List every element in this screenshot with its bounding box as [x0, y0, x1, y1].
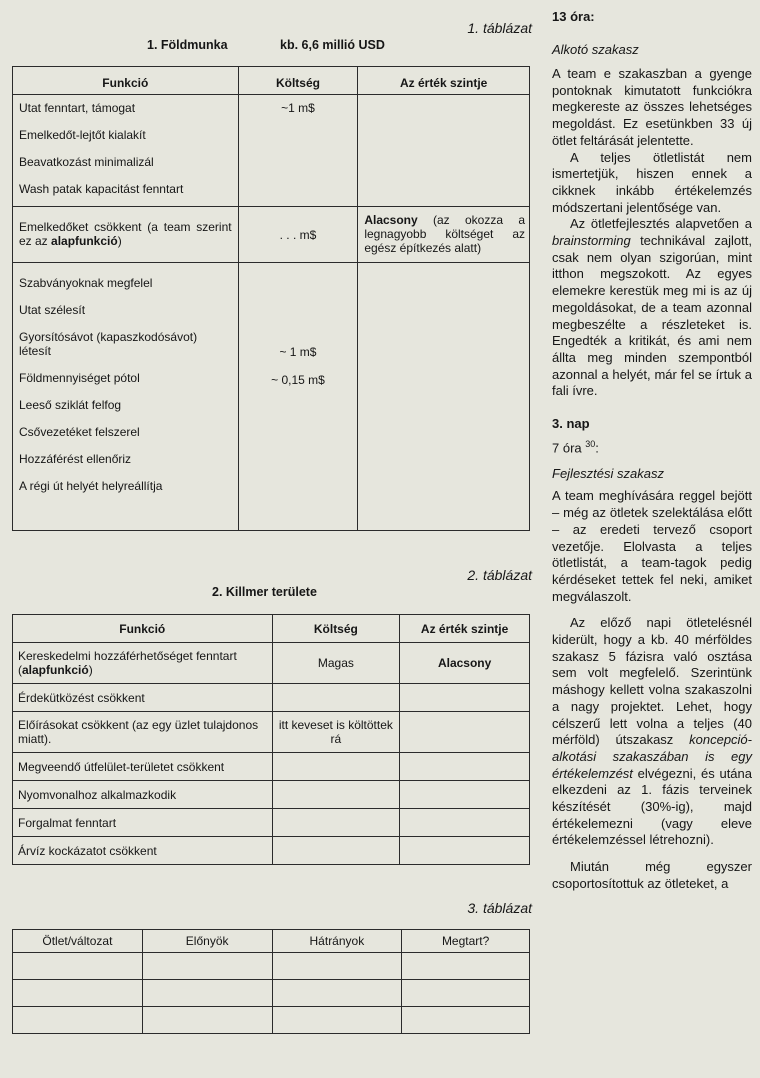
table-1-title-cost: kb. 6,6 millió USD	[280, 38, 385, 52]
time-7-30: 7 óra $^{30}$:	[552, 439, 599, 456]
t1-header-func: Funkció	[13, 67, 239, 95]
para-1: A team e szakaszban a gyenge pontoknak kimutatott funkciókra megkereste az összes lehetséges megoldást. Ez esetünkben 33 új ötlet feltárását jelentette.	[552, 66, 752, 148]
t1-g3-item: Hozzáférést ellenőriz	[19, 452, 132, 466]
t2-row3-cost: itt keveset is költöttek rá	[272, 712, 400, 753]
t2-row1-func: Kereskedelmi hozzáférhetőséget fenntart (alapfunkció)	[13, 643, 273, 684]
t2-header-level: Az érték szintje	[400, 615, 530, 643]
t1-g3-item: Utat szélesít	[19, 303, 86, 317]
table-1	[12, 66, 530, 531]
time-13: 13 óra:	[552, 9, 595, 24]
t3-empty-row	[13, 980, 530, 1007]
t1-g3-item: Földmennyiséget pótol	[19, 371, 140, 385]
t2-row1-level: Alacsony	[400, 643, 530, 684]
t2-row2-func: Érdekütközést csökkent	[13, 684, 273, 712]
t2-header-func: Funkció	[13, 615, 273, 643]
t3-header-cons: Hátrányok	[272, 930, 402, 953]
t1-g1-item: Wash patak kapacitást fenntart	[19, 182, 184, 196]
table-2-title: 2. Killmer területe	[212, 585, 317, 599]
para-5: Az előző napi ötletelésnél kiderült, hogy a kb. 40 mérföldes szakasz 5 fázisra való osztása sem volt megfelelő. Szerintünk máshogy kellett volna szakaszolni a nagy projektet. Lehet, hogy célszerű lett volna a teljes (40 mérföld) útszakasz koncepció-alkotási szakaszában is egy értékelemzést elvégezni, és utána elkezdeni az 1. fázis terveinek készítését (30%-ig), majd értékelemezni (vagy eleve értékelemzéssel létrehozni).	[552, 615, 752, 848]
t2-header-cost: Költség	[272, 615, 400, 643]
t2-row7-func: Árvíz kockázatot csökkent	[13, 837, 273, 865]
t2-row6-func: Forgalmat fenntart	[13, 809, 273, 837]
t3-header-pros: Előnyök	[142, 930, 272, 953]
t1-g1-item: Beavatkozást minimalizál	[19, 155, 154, 169]
t1-g2-cost: . . . m$	[279, 227, 317, 242]
t1-g3-cost-a: ~ 1 m$	[279, 345, 317, 359]
t1-g3-cost-b: ~ 0,15 m$	[271, 373, 325, 387]
t2-row3-func: Előírásokat csökkent (az egy üzlet tulajdonos miatt).	[13, 712, 273, 753]
table-2-number: 2. táblázat	[467, 567, 532, 583]
t3-header-idea: Ötlet/változat	[13, 930, 143, 953]
t2-row5-func: Nyomvonalhoz alkalmazkodik	[13, 781, 273, 809]
day-3: 3. nap	[552, 416, 590, 432]
t2-row4-func: Megveendő útfelület-területet csökkent	[13, 753, 273, 781]
para-6: Miután még egyszer csoportosítottuk az ötleteket, a	[552, 859, 752, 891]
t1-g1-cost: ~1 m$	[281, 101, 315, 115]
t1-g1-item: Utat fenntart, támogat	[19, 101, 136, 115]
t1-g3-item: Csővezetéket felszerel	[19, 425, 140, 439]
table-3	[12, 929, 530, 1034]
table-1-number: 1. táblázat	[467, 20, 532, 36]
para-3: Az ötletfejlesztés alapvetően a brainstorming technikával zajlott, csak nem olyan szigorúan, mint itthon megszokott. Az egyes elemekre kerestük meg mi is az új megoldásokat, de a team azonnal megbeszélte a részleteket is. Engedték a kritikát, és ami nem állta meg minden szempontból azonnal a helyét, már fel se írtuk a fali ívre.	[552, 216, 752, 399]
t1-g2-func: Emelkedőket csökkent (a team szerint ez az alapfunkció)	[13, 207, 239, 263]
t1-g1-item: Emelkedőt-lejtőt kialakít	[19, 128, 146, 142]
t3-header-keep: Megtart?	[402, 930, 530, 953]
t1-header-cost: Költség	[238, 67, 358, 95]
t2-row1-cost: Magas	[272, 643, 400, 684]
phase-creative: Alkotó szakasz	[552, 42, 639, 57]
t1-g3-item: A régi út helyét helyreállítja	[19, 479, 163, 493]
t3-empty-row	[13, 953, 530, 980]
t3-empty-row	[13, 1007, 530, 1034]
table-2	[12, 614, 530, 865]
t1-g3-item: Szabványoknak megfelel	[19, 276, 153, 290]
table-1-title: 1. Földmunka	[147, 38, 228, 52]
phase-development: Fejlesztési szakasz	[552, 466, 664, 482]
t1-g3-item: Gyorsítósávot (kapaszkodósávot) létesít	[19, 330, 198, 358]
t1-g2-level: Alacsony (az okozza a legnagyobb költséget az egész építkezés alatt)	[358, 207, 530, 263]
para-4: A team meghívására reggel bejött – még az ötletek szelektálása előtt – az eredeti tervező csoport vezetője. Elolvasta a teljes ötletlistát, a team-tagok pedig kérdéseket tettek fel neki, amiket megválaszolt.	[552, 488, 752, 604]
t1-g3-item: Leeső sziklát felfog	[19, 398, 122, 412]
right-column	[552, 0, 752, 893]
table-3-number: 3. táblázat	[467, 900, 532, 916]
para-2: A teljes ötletlistát nem ismertetjük, hiszen ennek a cikknek inkább értékelemzés módszertani jelentősége van.	[552, 149, 752, 215]
t1-header-level: Az érték szintje	[358, 67, 530, 95]
